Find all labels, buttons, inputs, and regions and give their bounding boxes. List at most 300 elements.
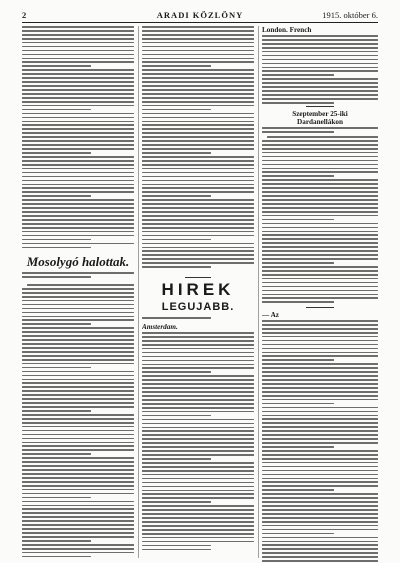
text-line bbox=[142, 30, 254, 32]
article-headline: Dardanellákon bbox=[297, 118, 343, 126]
text-line bbox=[22, 410, 91, 412]
text-line bbox=[142, 97, 254, 99]
text-line bbox=[142, 446, 254, 448]
text-line bbox=[262, 171, 378, 173]
text-line bbox=[22, 136, 134, 138]
text-line bbox=[262, 297, 378, 299]
text-line bbox=[262, 74, 334, 76]
text-line bbox=[262, 537, 378, 539]
text-line bbox=[142, 427, 254, 429]
text-line bbox=[142, 360, 254, 362]
text-line bbox=[262, 274, 378, 276]
text-line bbox=[22, 308, 134, 310]
text-line bbox=[22, 168, 134, 170]
text-line bbox=[262, 294, 378, 296]
section-title: HIREK bbox=[161, 280, 235, 299]
text-line bbox=[262, 371, 378, 373]
text-line bbox=[262, 67, 378, 69]
text-line bbox=[22, 34, 134, 36]
text-line bbox=[142, 176, 254, 178]
text-line bbox=[22, 152, 91, 154]
text-line bbox=[22, 235, 134, 237]
text-line bbox=[22, 26, 134, 28]
text-line bbox=[22, 386, 134, 388]
text-line bbox=[262, 301, 334, 303]
text-line bbox=[22, 247, 91, 249]
text-line bbox=[262, 234, 378, 236]
text-line bbox=[262, 462, 378, 464]
text-line bbox=[142, 113, 254, 115]
text-line bbox=[22, 501, 134, 503]
text-line bbox=[262, 403, 334, 405]
text-line bbox=[142, 247, 254, 249]
text-line bbox=[262, 422, 378, 424]
text-line bbox=[142, 148, 254, 150]
text-line bbox=[22, 109, 91, 111]
text-line bbox=[142, 371, 211, 373]
text-line bbox=[22, 73, 134, 75]
text-line bbox=[262, 411, 378, 413]
text-line bbox=[262, 35, 378, 37]
text-line bbox=[22, 219, 134, 221]
text-line bbox=[22, 199, 134, 201]
text-line bbox=[142, 168, 254, 170]
text-line bbox=[142, 144, 254, 146]
text-line bbox=[262, 332, 378, 334]
article-byline bbox=[22, 272, 134, 280]
text-line bbox=[22, 327, 134, 329]
text-line bbox=[22, 176, 134, 178]
text-line bbox=[22, 227, 134, 229]
text-line bbox=[22, 556, 91, 558]
text-line bbox=[142, 77, 254, 79]
text-line bbox=[262, 203, 378, 205]
text-line bbox=[22, 351, 134, 353]
text-line bbox=[142, 199, 254, 201]
page-header bbox=[22, 9, 378, 22]
text-line bbox=[262, 63, 378, 65]
text-line bbox=[262, 324, 378, 326]
text-line bbox=[22, 296, 134, 298]
text-line bbox=[142, 399, 254, 401]
text-line bbox=[262, 336, 378, 338]
text-line bbox=[22, 406, 134, 408]
text-line bbox=[142, 493, 254, 495]
text-line bbox=[262, 250, 378, 252]
text-line bbox=[22, 457, 134, 459]
text-line bbox=[142, 336, 254, 338]
text-line bbox=[262, 55, 378, 57]
text-line bbox=[142, 132, 254, 134]
text-line bbox=[142, 482, 254, 484]
text-line bbox=[142, 379, 254, 381]
text-line bbox=[22, 552, 134, 554]
text-line bbox=[22, 276, 91, 278]
text-line bbox=[22, 442, 134, 444]
text-line bbox=[22, 132, 134, 134]
text-line bbox=[262, 328, 378, 330]
text-line bbox=[262, 481, 378, 483]
text-line bbox=[262, 415, 378, 417]
text-line bbox=[142, 254, 254, 256]
column-separator bbox=[138, 26, 139, 558]
text-line bbox=[142, 266, 211, 268]
text-line bbox=[262, 501, 378, 503]
text-line bbox=[262, 168, 378, 170]
news-text bbox=[262, 35, 378, 106]
text-line bbox=[262, 227, 378, 229]
text-line bbox=[142, 344, 254, 346]
article-text bbox=[22, 284, 134, 560]
text-line bbox=[262, 140, 378, 142]
text-line bbox=[22, 453, 91, 455]
text-line bbox=[142, 219, 254, 221]
text-line bbox=[22, 113, 134, 115]
text-line bbox=[262, 375, 378, 377]
text-line bbox=[22, 331, 134, 333]
text-line bbox=[262, 164, 378, 166]
text-line bbox=[262, 90, 378, 92]
section-subhead bbox=[142, 317, 254, 321]
text-line bbox=[22, 272, 134, 274]
text-line bbox=[142, 517, 254, 519]
text-line bbox=[142, 470, 254, 472]
text-line bbox=[142, 332, 254, 334]
text-line bbox=[142, 243, 254, 245]
text-line bbox=[22, 375, 134, 377]
text-line bbox=[267, 136, 378, 138]
text-line bbox=[142, 258, 254, 260]
text-line bbox=[22, 316, 134, 318]
text-line bbox=[142, 395, 254, 397]
text-line bbox=[142, 26, 254, 28]
text-line bbox=[22, 520, 134, 522]
text-line bbox=[262, 383, 378, 385]
text-line bbox=[22, 430, 134, 432]
text-line bbox=[22, 524, 134, 526]
text-line bbox=[142, 38, 254, 40]
text-line bbox=[22, 335, 134, 337]
text-line bbox=[142, 462, 254, 464]
text-line bbox=[22, 505, 134, 507]
text-line bbox=[22, 319, 134, 321]
text-line bbox=[22, 300, 134, 302]
text-line bbox=[262, 560, 378, 562]
text-line bbox=[22, 418, 134, 420]
text-line bbox=[22, 93, 134, 95]
text-line bbox=[142, 505, 254, 507]
text-line bbox=[262, 175, 334, 177]
text-line bbox=[22, 160, 134, 162]
text-line bbox=[262, 211, 378, 213]
text-line bbox=[142, 352, 254, 354]
text-line bbox=[22, 371, 134, 373]
text-line bbox=[22, 481, 134, 483]
text-line bbox=[22, 65, 91, 67]
text-line bbox=[142, 490, 254, 492]
text-line bbox=[22, 195, 91, 197]
text-line bbox=[262, 82, 378, 84]
article-text bbox=[262, 136, 378, 305]
text-line bbox=[142, 172, 254, 174]
text-line bbox=[22, 140, 134, 142]
text-line bbox=[22, 359, 134, 361]
text-line bbox=[22, 347, 134, 349]
column-2 bbox=[142, 26, 254, 558]
text-line bbox=[22, 390, 134, 392]
text-line bbox=[262, 470, 378, 472]
text-line bbox=[22, 398, 134, 400]
text-line bbox=[22, 144, 134, 146]
text-line bbox=[262, 367, 378, 369]
text-line bbox=[142, 128, 254, 130]
text-line bbox=[262, 51, 378, 53]
text-line bbox=[22, 191, 134, 193]
text-line bbox=[262, 474, 378, 476]
text-line bbox=[262, 39, 378, 41]
text-line bbox=[262, 513, 378, 515]
text-line bbox=[262, 355, 378, 357]
text-line bbox=[262, 131, 334, 133]
text-line bbox=[142, 430, 254, 432]
text-line bbox=[142, 509, 254, 511]
text-line bbox=[262, 348, 378, 350]
text-line bbox=[22, 382, 134, 384]
text-line bbox=[262, 148, 378, 150]
text-line bbox=[262, 290, 378, 292]
text-line bbox=[142, 136, 254, 138]
text-line bbox=[262, 238, 378, 240]
text-line bbox=[22, 323, 91, 325]
text-line bbox=[262, 191, 378, 193]
news-text bbox=[262, 320, 378, 563]
text-line bbox=[142, 195, 211, 197]
text-line bbox=[22, 30, 134, 32]
text-line bbox=[22, 215, 134, 217]
text-line bbox=[142, 486, 254, 488]
text-line bbox=[142, 529, 254, 531]
text-line bbox=[262, 199, 378, 201]
text-line bbox=[142, 61, 254, 63]
text-line bbox=[262, 282, 378, 284]
text-line bbox=[142, 164, 254, 166]
text-line bbox=[262, 160, 378, 162]
text-line bbox=[262, 94, 378, 96]
text-line bbox=[22, 394, 134, 396]
text-line bbox=[262, 525, 378, 527]
text-line bbox=[262, 246, 378, 248]
text-line bbox=[22, 69, 134, 71]
text-line bbox=[142, 423, 254, 425]
text-line bbox=[142, 109, 211, 111]
text-line bbox=[22, 85, 134, 87]
text-line bbox=[262, 359, 334, 361]
text-line bbox=[262, 497, 378, 499]
text-line bbox=[22, 508, 134, 510]
text-line bbox=[22, 121, 134, 123]
text-line bbox=[262, 262, 334, 264]
text-line bbox=[22, 58, 134, 60]
text-line bbox=[22, 485, 134, 487]
text-line bbox=[22, 77, 134, 79]
text-line bbox=[262, 98, 378, 100]
text-line bbox=[22, 101, 134, 103]
text-line bbox=[262, 266, 378, 268]
text-line bbox=[142, 513, 254, 515]
text-line bbox=[142, 434, 254, 436]
text-line bbox=[22, 544, 134, 546]
text-line bbox=[142, 403, 254, 405]
text-line bbox=[22, 438, 134, 440]
text-line bbox=[142, 85, 254, 87]
text-line bbox=[262, 556, 378, 558]
text-line bbox=[22, 184, 134, 186]
text-line bbox=[22, 489, 134, 491]
text-line bbox=[142, 180, 254, 182]
text-line bbox=[142, 223, 254, 225]
article-headline: Szeptember 25-iki bbox=[292, 110, 348, 118]
text-line bbox=[262, 254, 378, 256]
text-line bbox=[22, 207, 134, 209]
text-line bbox=[142, 235, 254, 237]
text-line bbox=[22, 292, 134, 294]
text-line bbox=[262, 187, 378, 189]
text-line bbox=[262, 215, 378, 217]
text-line bbox=[262, 458, 378, 460]
text-line bbox=[262, 179, 378, 181]
text-line bbox=[22, 42, 134, 44]
text-line bbox=[262, 466, 378, 468]
text-line bbox=[22, 223, 134, 225]
text-line bbox=[22, 97, 134, 99]
text-line bbox=[22, 164, 134, 166]
text-line bbox=[142, 497, 254, 499]
text-line bbox=[142, 34, 254, 36]
text-line bbox=[262, 521, 378, 523]
news-lead: London. French bbox=[262, 26, 312, 34]
text-line bbox=[142, 215, 254, 217]
text-line bbox=[22, 61, 134, 63]
text-line bbox=[22, 469, 134, 471]
text-line bbox=[142, 442, 254, 444]
text-line bbox=[22, 343, 134, 345]
text-line bbox=[142, 156, 254, 158]
text-line bbox=[142, 415, 211, 417]
text-line bbox=[262, 207, 378, 209]
text-line bbox=[22, 528, 134, 530]
text-line bbox=[22, 540, 91, 542]
column-1 bbox=[22, 26, 134, 558]
text-line bbox=[142, 239, 211, 241]
text-line bbox=[142, 545, 211, 547]
text-line bbox=[262, 231, 378, 233]
text-line bbox=[142, 184, 254, 186]
text-line bbox=[22, 180, 134, 182]
text-line bbox=[142, 533, 254, 535]
text-line bbox=[142, 391, 254, 393]
text-line bbox=[142, 419, 254, 421]
article-rule bbox=[306, 307, 334, 308]
text-line bbox=[22, 536, 134, 538]
text-line bbox=[22, 367, 91, 369]
text-line bbox=[262, 529, 378, 531]
text-line bbox=[262, 430, 378, 432]
text-line bbox=[142, 356, 254, 358]
text-line bbox=[262, 195, 378, 197]
text-line bbox=[262, 59, 378, 61]
text-line bbox=[142, 50, 254, 52]
text-line bbox=[22, 124, 134, 126]
text-line bbox=[262, 541, 378, 543]
text-line bbox=[142, 46, 254, 48]
text-line bbox=[262, 548, 378, 550]
text-line bbox=[142, 191, 254, 193]
text-line bbox=[142, 525, 254, 527]
text-line bbox=[22, 402, 134, 404]
text-line bbox=[22, 46, 134, 48]
text-line bbox=[142, 152, 211, 154]
text-line bbox=[142, 340, 254, 342]
text-line bbox=[262, 509, 378, 511]
text-line bbox=[142, 69, 254, 71]
text-line bbox=[22, 156, 134, 158]
text-line bbox=[262, 320, 378, 322]
text-line bbox=[262, 418, 378, 420]
text-line bbox=[142, 89, 254, 91]
text-line bbox=[142, 454, 254, 456]
article-headline: Mosolygó halottak. bbox=[26, 254, 130, 269]
text-line bbox=[22, 288, 134, 290]
text-line bbox=[142, 187, 254, 189]
text-line bbox=[22, 117, 134, 119]
text-line bbox=[142, 65, 211, 67]
text-line bbox=[142, 140, 254, 142]
text-line bbox=[262, 183, 378, 185]
text-line bbox=[262, 102, 334, 104]
text-line bbox=[142, 105, 254, 107]
text-line bbox=[22, 231, 134, 233]
text-line bbox=[142, 537, 254, 539]
article-subhead bbox=[262, 127, 378, 135]
text-line bbox=[142, 58, 254, 60]
text-line bbox=[22, 38, 134, 40]
text-line bbox=[142, 383, 254, 385]
text-line bbox=[22, 89, 134, 91]
text-line bbox=[22, 414, 134, 416]
text-line bbox=[142, 262, 254, 264]
text-line bbox=[22, 426, 134, 428]
text-line bbox=[262, 152, 378, 154]
text-line bbox=[22, 363, 134, 365]
text-line bbox=[27, 284, 134, 286]
header-rule bbox=[22, 22, 378, 23]
text-line bbox=[262, 156, 378, 158]
text-line bbox=[22, 497, 91, 499]
text-line bbox=[22, 532, 134, 534]
text-line bbox=[142, 541, 254, 543]
text-line bbox=[262, 478, 378, 480]
text-line bbox=[142, 364, 254, 366]
text-line bbox=[142, 407, 254, 409]
text-line bbox=[262, 391, 378, 393]
text-line bbox=[142, 367, 254, 369]
text-line bbox=[22, 379, 134, 381]
text-line bbox=[22, 493, 134, 495]
text-line bbox=[142, 438, 254, 440]
text-line bbox=[22, 461, 134, 463]
text-line bbox=[142, 521, 254, 523]
text-line bbox=[262, 286, 378, 288]
